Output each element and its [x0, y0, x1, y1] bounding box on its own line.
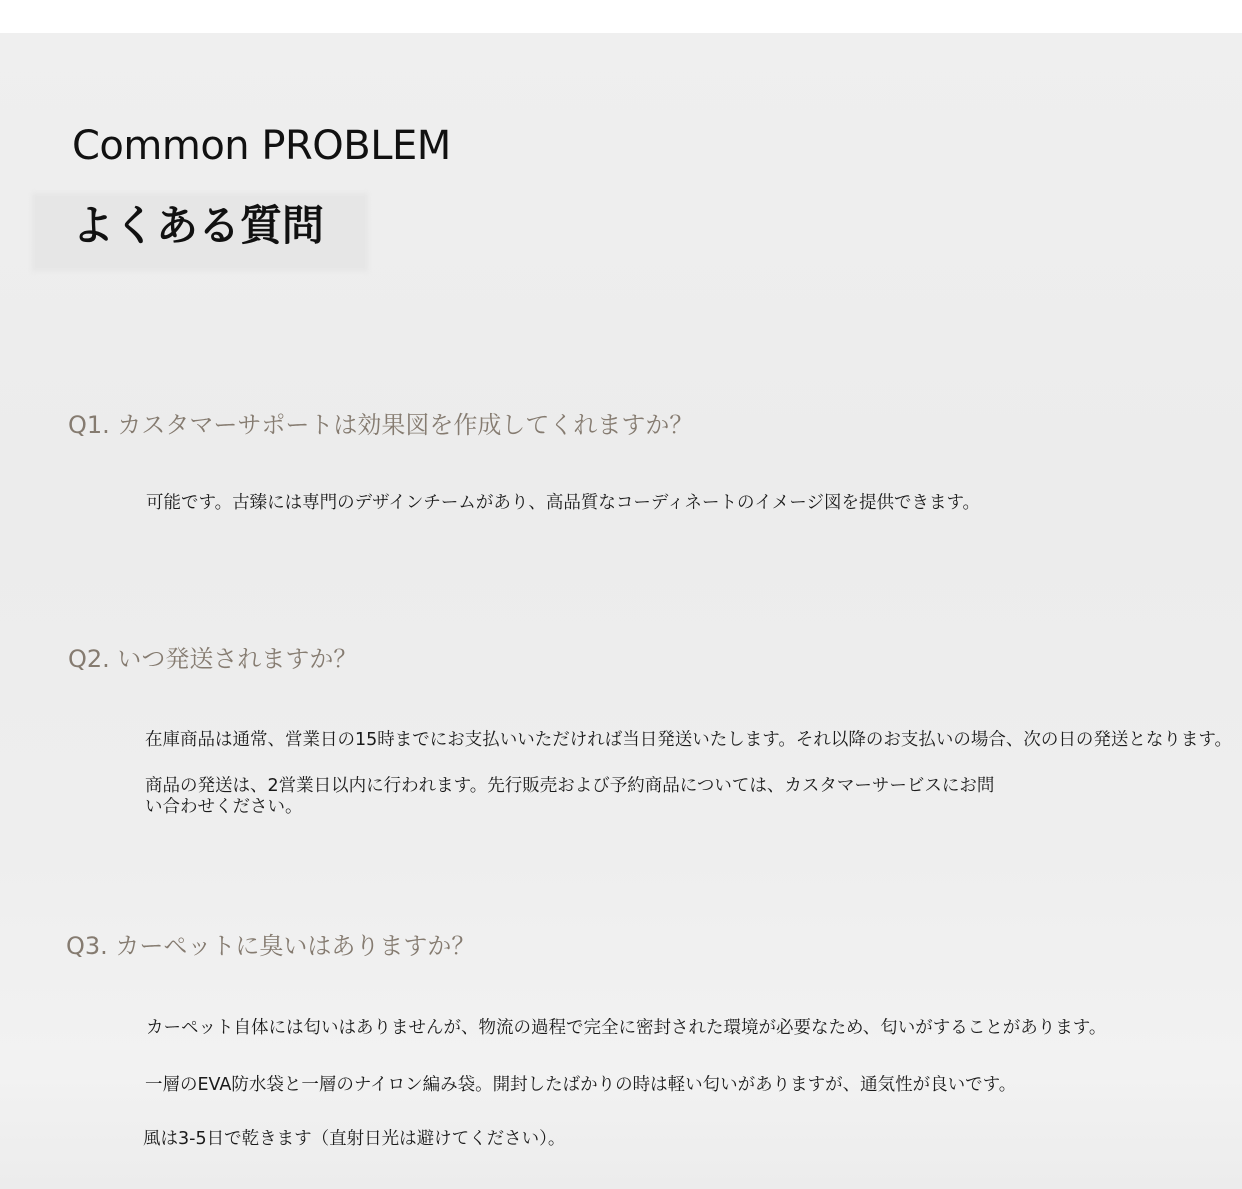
- faq-answer-3-line-1: カーペット自体には匂いはありませんが、物流の過程で完全に密封された環境が必要なため、匂いがすることがあります。: [146, 1018, 1107, 1038]
- faq-question-1: Q1. カスタマーサポートは効果図を作成してくれますか？: [68, 411, 694, 439]
- faq-answer-3-line-2: 一層のEVA防水袋と一層のナイロン編み袋。開封したばかりの時は軽い匂いがありますが、通気性が良いです。: [145, 1075, 1017, 1095]
- faq-panel: [0, 33, 1242, 1189]
- faq-question-3: Q3. カーペットに臭いはありますか？: [66, 932, 476, 960]
- page-title-english: Common PROBLEM: [72, 123, 451, 169]
- faq-answer-1: 可能です。古臻には専門のデザインチームがあり、高品質なコーディネートのイメージ図を提供できます。: [146, 493, 981, 513]
- faq-answer-2-line-2: 商品の発送は、2営業日以内に行われます。先行販売および予約商品については、カスタマーサービスにお問い合わせください。: [145, 776, 995, 817]
- page-title-japanese: よくある質問: [72, 201, 325, 250]
- faq-answer-3-line-3: 風は3-5日で乾きます（直射日光は避けてください）。: [143, 1129, 566, 1149]
- faq-answer-2-line-1: 在庫商品は通常、営業日の15時までにお支払いいただければ当日発送いたします。それ以降のお支払いの場合、次の日の発送となります。: [145, 730, 1232, 750]
- faq-question-2: Q2. いつ発送されますか？: [68, 645, 358, 673]
